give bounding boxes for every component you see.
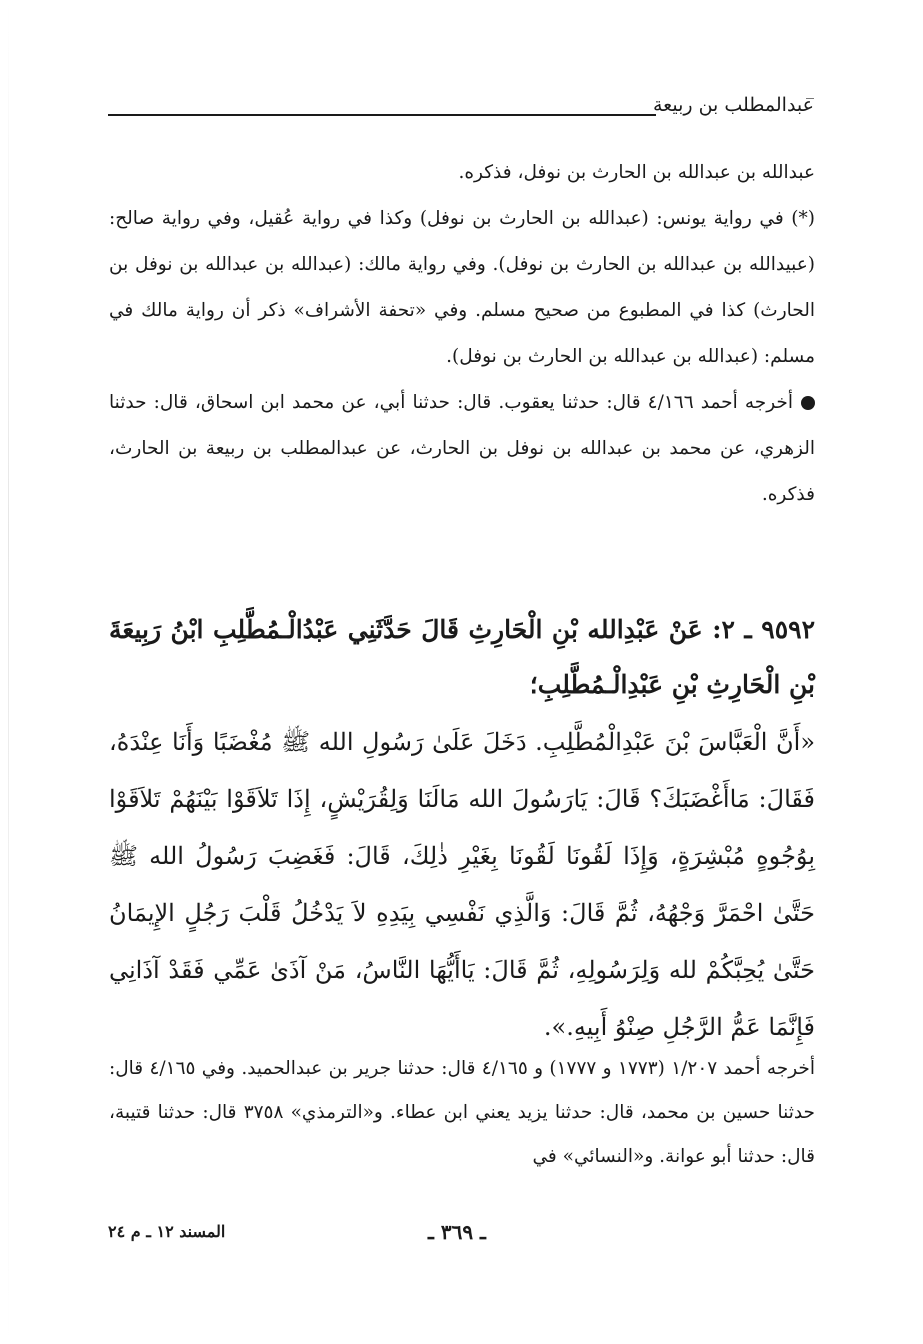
footnote-takhrij [109, 380, 815, 518]
footnotes-section [109, 150, 815, 518]
footnote-continuation: عبدالله بن عبدالله بن الحارث بن نوفل، فذكره. [458, 162, 815, 183]
page-number: ـ ٣٦٩ ـ [428, 1220, 486, 1244]
takhrij-text: أخرجه أحمد ١/٢٠٧ (١٧٧٣ و ١٧٧٧) و ٤/١٦٥ قال: حدثنا جرير بن عبدالحميد. وفي ٤/١٦٥ قال: حدثنا حسين بن محمد، قال: حدثنا يزيد يعني ابن عطاء. و«الترمذي» ٣٧٥٨ قال: حدثنا قتيبة، قال: حدثنا أبو عوانة. و«النسائي» في [109, 1058, 815, 1167]
takhrij-section [109, 1047, 815, 1179]
hadith-heading: ٩٥٩٢ ـ ٢: عَنْ عَبْدِالله بْنِ الْحَارِثِ قَالَ حَدَّثَنِي عَبْدُالْـمُطَّلِبِ ابْنُ رَبِيعَةَ بْنِ الْحَارِثِ بْنِ عَبْدِالْـمُطَّلِبِ؛ [109, 615, 815, 699]
page-footer [108, 1222, 814, 1252]
footnote-takhrij-text: أخرجه أحمد ٤/١٦٦ قال: حدثنا يعقوب. قال: حدثنا أبي، عن محمد ابن اسحاق، قال: حدثنا الزهري، عن محمد بن عبدالله بن نوفل بن الحارث، عن عبدالمطلب بن ربيعة بن الحارث، فذكره. [109, 392, 815, 505]
page-header [108, 92, 814, 128]
running-title: عبدالمطلب بن ربيعة [652, 94, 814, 116]
volume-signature: المسند ١٢ ـ م ٢٤ [108, 1222, 226, 1241]
header-rule [108, 114, 656, 116]
bullet-icon [801, 396, 815, 410]
page-edge-shadow [8, 0, 9, 1344]
hadith-section [109, 602, 815, 1056]
footnote-variant-note: (*) في رواية يونس: (عبدالله بن الحارث بن نوفل) وكذا في رواية عُقيل، وفي رواية صالح: (عبيدالله بن عبدالله بن الحارث بن نوفل). وفي رواية مالك: (عبدالله بن عبدالله بن نوفل بن الحارث) كذا في المطبوع من صحيح مسلم. وفي «تحفة الأشراف» ذكر أن رواية مالك في مسلم: (عبدالله بن عبدالله بن الحارث بن نوفل). [109, 208, 815, 367]
hadith-text: «أَنَّ الْعَبَّاسَ بْنَ عَبْدِالْمُطَّلِبِ. دَخَلَ عَلَىٰ رَسُولِ الله ﷺ مُغْضَبًا وَأَنَا عِنْدَهُ، فَقَالَ: مَاأَغْضَبَكَ؟ قَالَ: يَارَسُولَ الله مَالَنَا وَلِقُرَيْشٍ، إِذَا تَلاَقَوْا بَيْنَهُمْ تَلاَقَوْا بِوُجُوهٍ مُبْشِرَةٍ، وَإِذَا لَقُونَا لَقُونَا بِغَيْرِ ذٰلِكَ، قَالَ: فَغَضِبَ رَسُولُ الله ﷺ حَتَّىٰ احْمَرَّ وَجْهُهُ، ثُمَّ قَالَ: وَالَّذِي نَفْسِي بِيَدِهِ لاَ يَدْخُلُ قَلْبَ رَجُلٍ الإِيمَانُ حَتَّىٰ يُحِبَّكُمْ لله وَلِرَسُولِهِ، ثُمَّ قَالَ: يَاأَيُّهَا النَّاسُ، مَنْ آذَىٰ عَمِّي فَقَدْ آذَانِي فَإِنَّمَا عَمُّ الرَّجُلِ صِنْوُ أَبِيهِ.». [109, 728, 815, 1041]
header-fleck [806, 98, 814, 99]
